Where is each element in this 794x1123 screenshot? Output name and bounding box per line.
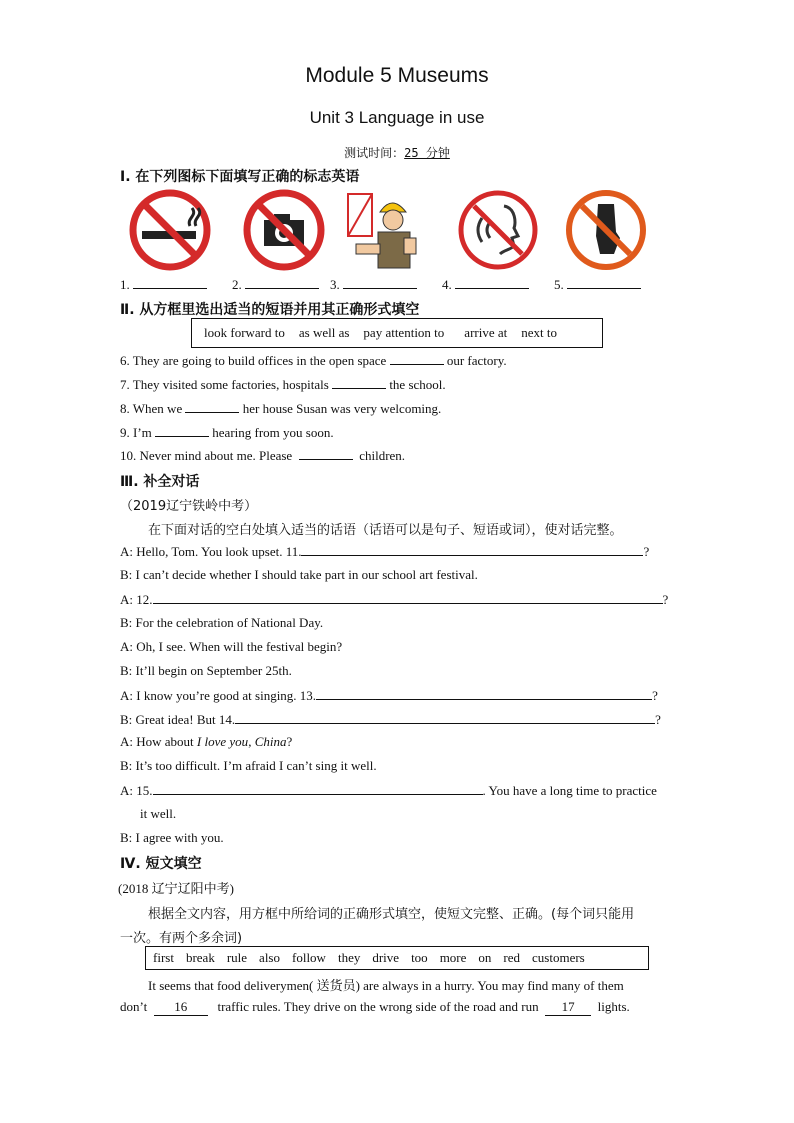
sign-answer-5: 5. (554, 276, 641, 293)
word-option: on (478, 950, 492, 965)
no-camera-icon (242, 188, 326, 272)
sign-answer-4: 4. (442, 276, 529, 293)
section4-source: (2018 辽宁辽阳中考) (118, 881, 234, 896)
time-label: 测试时间： (344, 146, 405, 160)
sign-answer-2: 2. (232, 276, 319, 293)
section3-instruction: 在下面对话的空白处填入适当的话语（话语可以是句子、短语或词），使对话完整。 (148, 523, 623, 538)
word-option: red (503, 950, 521, 965)
answer-blank-9[interactable] (155, 424, 209, 437)
dialog-line-14: B: Great idea! But 14. ? (120, 712, 661, 727)
dialog-line-13: A: I know you’re good at singing. 13. ? (120, 688, 658, 703)
section4-heading: Ⅳ. 短文填空 (120, 856, 202, 872)
answer-blank-12[interactable] (153, 591, 663, 604)
question-6: 6. They are going to build offices in the open space our factory. (120, 353, 507, 368)
word-option: first (153, 950, 174, 965)
dialog-line: B: It’ll begin on September 25th. (120, 663, 292, 678)
answer-blank-16[interactable]: 16 (154, 999, 208, 1016)
sign-blank-1[interactable] (133, 276, 207, 289)
question-8: 8. When we her house Susan was very welcoming. (120, 401, 442, 416)
word-option: drive (372, 950, 400, 965)
section3-source: （2019辽宁铁岭中考） (120, 499, 258, 514)
passage-line-1: It seems that food deliverymen( 送货员) are always in a hurry. You may find many of them (148, 978, 624, 993)
sign-blank-3[interactable] (343, 276, 417, 289)
page-subtitle: Unit 3 Language in use (309, 108, 485, 127)
dialog-line-11: A: Hello, Tom. You look upset. 11. ? (120, 544, 650, 559)
question-7: 7. They visited some factories, hospitals the school. (120, 377, 446, 392)
section1-heading: Ⅰ. 在下列图标下面填写正确的标志英语 (120, 169, 360, 185)
stop-construction-icon (340, 188, 424, 272)
sign-blank-5[interactable] (567, 276, 641, 289)
answer-blank-17[interactable]: 17 (545, 999, 591, 1016)
answer-blank-7[interactable] (332, 376, 386, 389)
test-time (0, 144, 794, 161)
page-title: Module 5 Museums (305, 64, 489, 87)
sign-answer-1: 1. (120, 276, 207, 293)
answer-blank-6[interactable] (390, 352, 444, 365)
dialog-line: A: How about I love you, China? (120, 734, 293, 749)
answer-blank-11[interactable] (301, 543, 643, 556)
word-box (145, 946, 649, 970)
word-option: break (185, 950, 215, 965)
answer-blank-13[interactable] (316, 687, 652, 700)
answer-blank-14[interactable] (235, 711, 655, 724)
answer-blank-8[interactable] (185, 400, 239, 413)
no-talking-icon (456, 188, 540, 272)
sign-blank-4[interactable] (455, 276, 529, 289)
dialog-line: A: Oh, I see. When will the festival begin? (120, 639, 343, 654)
dialog-line-15: A: 15. . You have a long time to practice (120, 783, 657, 798)
word-option: customers (532, 950, 585, 965)
answer-blank-10[interactable] (299, 447, 353, 460)
dialog-line: B: It’s too difficult. I’m afraid I can’t sing it well. (120, 758, 377, 773)
no-smoking-icon (128, 188, 212, 272)
phrase-option: look forward to (204, 325, 285, 340)
phrase-option: next to (521, 325, 557, 340)
section4-instruction-cont: 一次。有两个多余词) (120, 931, 243, 946)
section4-instruction: 根据全文内容，用方框中所给词的正确形式填空，使短文完整、正确。(每个词只能用 (148, 907, 635, 922)
dialog-line: it well. (140, 806, 177, 821)
word-option: rule (226, 950, 248, 965)
time-value: 25 分钟 (404, 146, 450, 160)
question-9: 9. I’m hearing from you soon. (120, 425, 334, 440)
phrase-option: pay attention to (363, 325, 445, 340)
phrase-option: as well as (298, 325, 350, 340)
word-option: also (259, 950, 280, 965)
dialog-line: B: I agree with you. (120, 830, 224, 845)
phrase-option: arrive at (464, 325, 508, 340)
section2-heading: Ⅱ. 从方框里选出适当的短语并用其正确形式填空 (120, 302, 420, 318)
passage-line-2: don’t 16 traffic rules. They drive on the wrong side of the road and run 17 lights. (120, 999, 630, 1014)
word-option: follow (292, 950, 326, 965)
dialog-line-12: A: 12. ? (120, 592, 669, 607)
dialog-line: B: For the celebration of National Day. (120, 615, 324, 630)
word-option: more (439, 950, 467, 965)
answer-blank-15[interactable] (153, 782, 483, 795)
section3-heading: Ⅲ. 补全对话 (120, 474, 200, 490)
question-10: 10. Never mind about me. Please children. (120, 448, 406, 463)
word-option: they (337, 950, 361, 965)
word-option: too (411, 950, 428, 965)
sign-answer-3: 3. (330, 276, 417, 293)
phrase-box (191, 318, 603, 348)
no-touching-icon (564, 188, 648, 272)
dialog-line: B: I can’t decide whether I should take part in our school art festival. (120, 567, 478, 582)
sign-blank-2[interactable] (245, 276, 319, 289)
